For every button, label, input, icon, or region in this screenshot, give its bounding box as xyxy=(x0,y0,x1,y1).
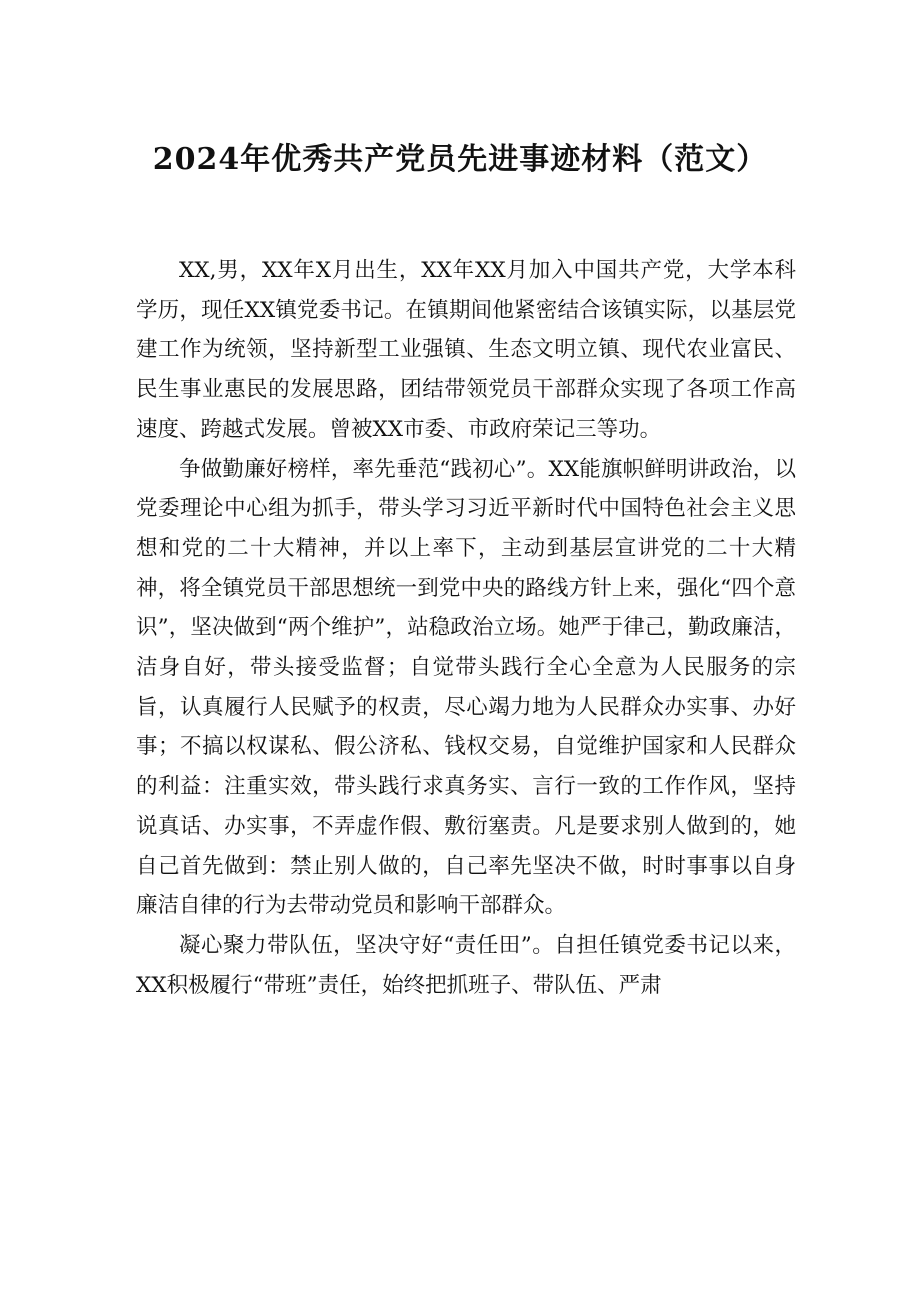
document-title: 2024年优秀共产党员先进事迹材料（范文） xyxy=(152,142,768,177)
document-body xyxy=(136,251,796,1005)
paragraph-integrity: 争做勤廉好榜样，率先垂范“践初心”。XX能旗帜鲜明讲政治，以党委理论中心组为抓手，带头学习习近平新时代中国特色社会主义思想和党的二十大精神，并以上率下，主动到基层宣讲党的二十大精神，将全镇党员干部思想统一到党中央的路线方针上来，强化“四个意识”，坚决做到“两个维护”，站稳政治立场。她严于律己，勤政廉洁，洁身自好，带头接受监督；自觉带头践行全心全意为人民服务的宗旨，认真履行人民赋予的权责，尽心竭力地为人民群众办实事、办好事；不搞以权谋私、假公济私、钱权交易，自觉维护国家和人民群众的利益：注重实效，带头践行求真务实、言行一致的工作作风，坚持说真话、办实事，不弄虚作假、敷衍塞责。凡是要求别人做到的，她自己首先做到：禁止别人做的，自己率先坚决不做，时时事事以自身廉洁自律的行为去带动党员和影响干部群众。 xyxy=(136,456,796,919)
paragraph-intro: XX,男，XX年X月出生，XX年XX月加入中国共产党，大学本科学历，现任XX镇党委书记。在镇期间他紧密结合该镇实际，以基层党建工作为统领，坚持新型工业强镇、生态文明立镇、现代农业富民、民生事业惠民的发展思路，团结带领党员干部群众实现了各项工作高速度、跨越式发展。曾被XX市委、市政府荣记三等功。 xyxy=(136,258,796,442)
paragraph-team: 凝心聚力带队伍，坚决守好“责任田”。自担任镇党委书记以来，XX积极履行“带班”责任，始终把抓班子、带队伍、严肃 xyxy=(136,932,796,998)
